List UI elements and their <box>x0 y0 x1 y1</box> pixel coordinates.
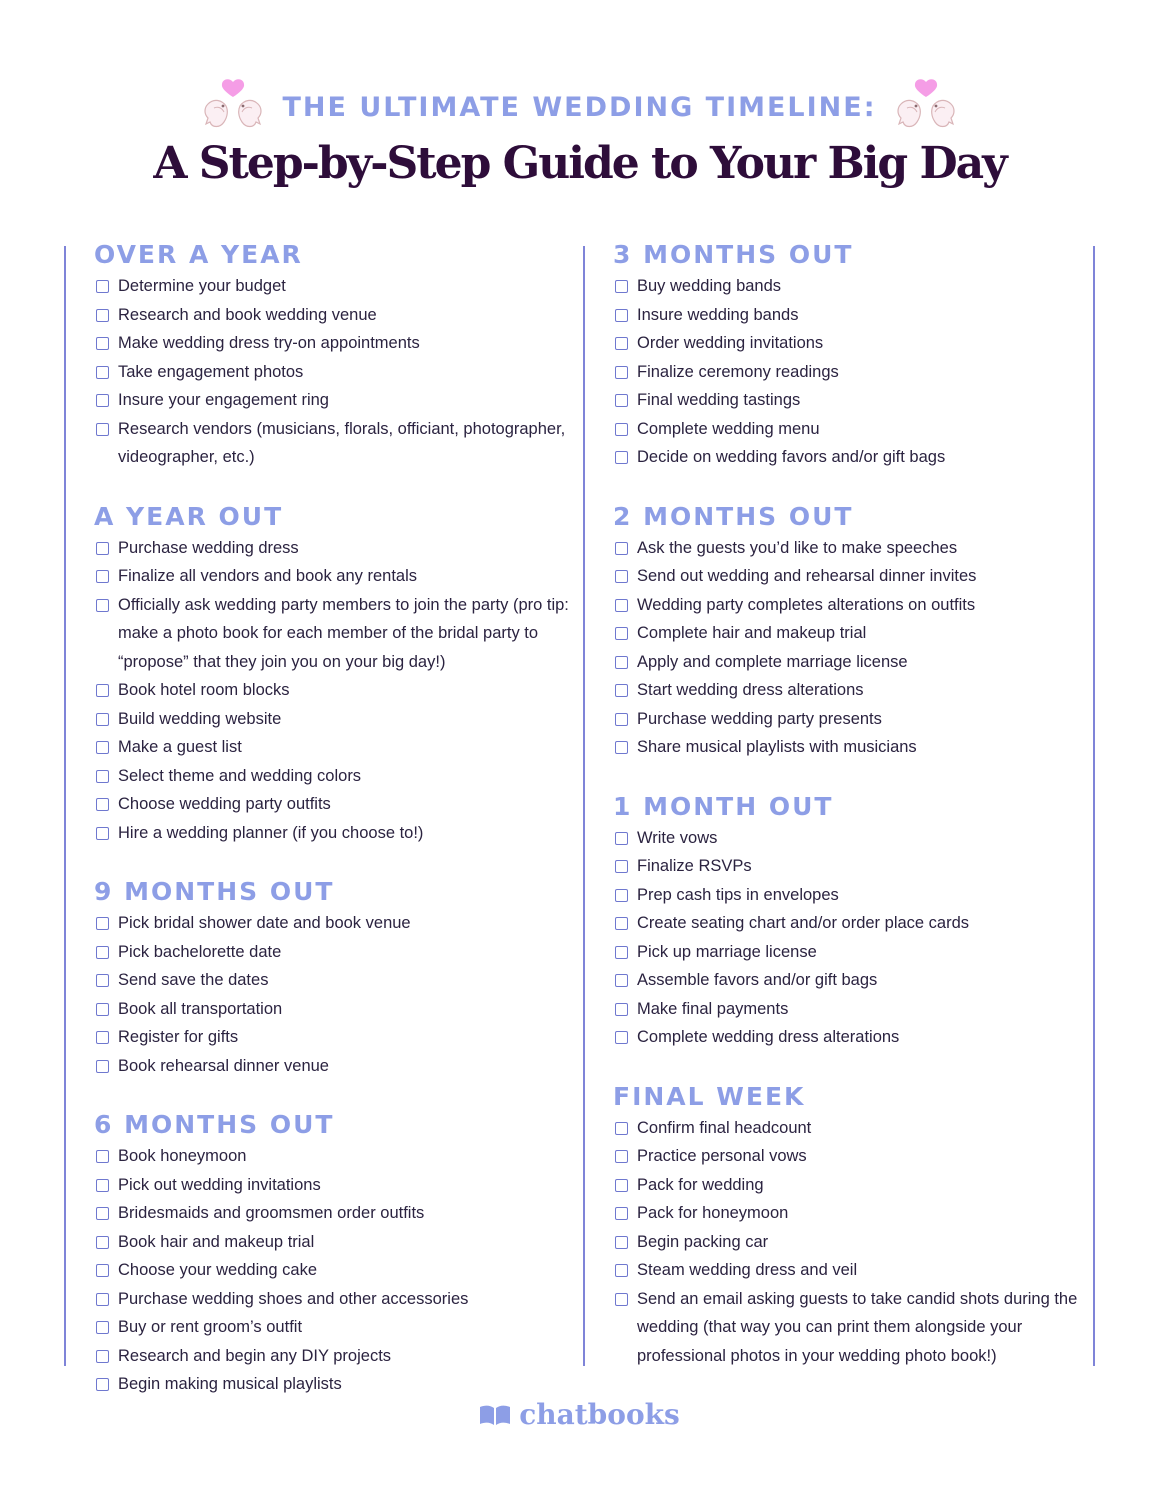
checklist-item <box>94 909 586 938</box>
checkbox[interactable] <box>615 309 628 322</box>
section-9-months-out <box>94 875 586 1080</box>
checklist-item <box>613 562 1093 591</box>
checklist <box>613 272 1093 472</box>
checklist-item <box>613 1228 1093 1257</box>
checklist-item-label: Practice personal vows <box>637 1147 807 1165</box>
checkbox[interactable] <box>615 946 628 959</box>
checklist-item <box>613 881 1093 910</box>
checklist-item-label: Begin making musical playlists <box>118 1375 342 1393</box>
checkbox[interactable] <box>96 1031 109 1044</box>
checkbox[interactable] <box>96 827 109 840</box>
checklist-item <box>94 562 586 591</box>
checklist-item <box>613 1023 1093 1052</box>
checkbox[interactable] <box>96 770 109 783</box>
checklist-item-label: Book honeymoon <box>118 1147 247 1165</box>
checklist-item <box>613 591 1093 620</box>
checkbox[interactable] <box>615 860 628 873</box>
checklist-item <box>94 676 586 705</box>
checkbox[interactable] <box>615 713 628 726</box>
checklist-item <box>94 272 586 301</box>
checklist-item-label: Complete wedding dress alterations <box>637 1028 900 1046</box>
brand-name: chatbooks <box>519 1398 680 1431</box>
checklist-item-label: Pick out wedding invitations <box>118 1175 321 1194</box>
doves-heart-icon <box>202 78 264 136</box>
checklist-item <box>94 1052 586 1081</box>
checklist-item <box>613 619 1093 648</box>
checklist-item <box>613 648 1093 677</box>
checkbox[interactable] <box>96 309 109 322</box>
checklist-item-label: Finalize all vendors and book any rentals <box>118 567 418 585</box>
checklist-item-label: Insure wedding bands <box>637 305 799 324</box>
checklist-item-label: Apply and complete marriage license <box>637 652 908 671</box>
checklist-item <box>94 358 586 387</box>
checkbox[interactable] <box>96 1321 109 1334</box>
section-heading: 9 MONTHS OUT <box>94 877 335 906</box>
section-final-week <box>613 1080 1093 1371</box>
checkbox[interactable] <box>615 974 628 987</box>
checklist-item <box>613 358 1093 387</box>
checklist-item <box>613 733 1093 762</box>
checklist-item-label: Build wedding website <box>118 709 282 728</box>
checklist-item <box>94 762 586 791</box>
checkbox[interactable] <box>615 366 628 379</box>
checkbox[interactable] <box>96 684 109 697</box>
checkbox[interactable] <box>96 337 109 350</box>
checklist-item <box>94 415 586 472</box>
checklist-item-label: Steam wedding dress and veil <box>637 1261 858 1279</box>
checklist-item-label: Create seating chart and/or order place cards <box>637 914 970 932</box>
checklist-item-label: Make a guest list <box>118 738 242 756</box>
checklist-item-label: Finalize RSVPs <box>637 857 752 875</box>
checklist-item <box>613 909 1093 938</box>
checkbox[interactable] <box>96 1264 109 1277</box>
section-heading: A YEAR OUT <box>94 501 284 531</box>
checkbox[interactable] <box>615 423 628 436</box>
checklist-item <box>94 733 586 762</box>
checkbox[interactable] <box>615 1003 628 1016</box>
checklist-item <box>613 272 1093 301</box>
checkbox[interactable] <box>615 684 628 697</box>
checkbox[interactable] <box>96 1060 109 1073</box>
section-heading: OVER A YEAR <box>94 240 303 269</box>
checklist-item-label: Choose wedding party outfits <box>118 795 331 813</box>
checkbox[interactable] <box>615 741 628 754</box>
checklist-item-label: Send save the dates <box>118 971 269 989</box>
checklist-item <box>94 1228 586 1257</box>
checkbox[interactable] <box>96 570 109 583</box>
checklist-item-label: Make wedding dress try-on appointments <box>118 334 420 352</box>
checklist-item <box>613 534 1093 563</box>
checkbox[interactable] <box>615 1207 628 1220</box>
page-title: A Step-by-Step Guide to Your Big Day <box>153 138 1006 189</box>
checklist-item <box>94 1171 586 1200</box>
right-column <box>583 240 1095 1366</box>
checklist-item-label: Purchase wedding shoes and other accessories <box>118 1289 469 1308</box>
checklist-item <box>613 676 1093 705</box>
checklist-item-label: Take engagement photos <box>118 362 304 381</box>
checklist-item <box>613 1142 1093 1171</box>
checkbox[interactable] <box>96 917 109 930</box>
checklist-item-label: Buy wedding bands <box>637 277 782 295</box>
checkbox[interactable] <box>615 570 628 583</box>
checklist-item-label: Research and book wedding venue <box>118 305 377 324</box>
checkbox[interactable] <box>96 1207 109 1220</box>
checklist-item-label: Send out wedding and rehearsal dinner invites <box>637 567 977 585</box>
checklist <box>94 909 586 1080</box>
section-over-a-year <box>94 238 586 472</box>
checkbox[interactable] <box>615 542 628 555</box>
checklist-item <box>94 386 586 415</box>
checklist-item-label: Make final payments <box>637 999 789 1018</box>
checklist-item <box>613 966 1093 995</box>
checkbox[interactable] <box>96 1003 109 1016</box>
checklist <box>613 534 1093 762</box>
checklist-item <box>613 824 1093 853</box>
checklist-item-label: Pack for honeymoon <box>637 1204 789 1222</box>
checkbox[interactable] <box>615 627 628 640</box>
checklist <box>94 1142 586 1399</box>
section-heading: 1 MONTH OUT <box>613 791 834 821</box>
checklist-item-label: Share musical playlists with musicians <box>637 738 917 756</box>
checklist-item-label: Register for gifts <box>118 1028 239 1046</box>
checklist-item-label: Bridesmaids and groomsmen order outfits <box>118 1204 425 1222</box>
section-a-year-out <box>94 500 586 848</box>
section-1-month-out <box>613 790 1093 1052</box>
checklist-item <box>613 386 1093 415</box>
checkbox[interactable] <box>96 798 109 811</box>
checkbox[interactable] <box>615 832 628 845</box>
checkbox[interactable] <box>615 451 628 464</box>
checkbox[interactable] <box>96 1236 109 1249</box>
section-heading: 3 MONTHS OUT <box>613 240 854 269</box>
page-header <box>0 78 1159 189</box>
checklist-item-label: Purchase wedding dress <box>118 538 299 557</box>
subtitle-row <box>0 78 1159 136</box>
checkbox[interactable] <box>96 366 109 379</box>
checklist-item-label: Wedding party completes alterations on outfits <box>637 595 976 614</box>
checkbox[interactable] <box>615 599 628 612</box>
checklist-item-label: Send an email asking guests to take candid shots during the wedding (that way you can print them alongside your professional photos in your wedding photo book!) <box>637 1289 1078 1365</box>
checklist-item <box>94 966 586 995</box>
checklist-item-label: Pick up marriage license <box>637 942 817 961</box>
checkbox[interactable] <box>96 599 109 612</box>
checklist-item <box>94 329 586 358</box>
checkbox[interactable] <box>96 974 109 987</box>
checklist-item-label: Research vendors (musicians, florals, officiant, photographer, videographer, etc.) <box>118 419 566 466</box>
checklist-item <box>94 1199 586 1228</box>
checklist-item <box>613 415 1093 444</box>
checklist-item-label: Complete wedding menu <box>637 419 820 438</box>
checkbox[interactable] <box>96 1350 109 1363</box>
section-6-months-out <box>94 1108 586 1399</box>
section-heading: 6 MONTHS OUT <box>94 1110 335 1139</box>
checklist-item <box>613 938 1093 967</box>
checklist-item-label: Determine your budget <box>118 277 286 295</box>
checklist-item-label: Order wedding invitations <box>637 334 824 352</box>
checkbox[interactable] <box>96 280 109 293</box>
checklist-item-label: Pick bridal shower date and book venue <box>118 914 411 932</box>
checkbox[interactable] <box>615 1293 628 1306</box>
checklist-item <box>94 1256 586 1285</box>
checkbox[interactable] <box>96 1150 109 1163</box>
checklist-item-label: Prep cash tips in envelopes <box>637 885 839 904</box>
checklist-item-label: Officially ask wedding party members to join the party (pro tip: make a photo book for each member of the bridal party to “propose” that they join you on your big day!) <box>118 595 569 671</box>
checkbox[interactable] <box>96 946 109 959</box>
checklist-item-label: Complete hair and makeup trial <box>637 624 867 642</box>
checklist <box>94 272 586 472</box>
left-column <box>64 240 586 1393</box>
checklist-item <box>613 1114 1093 1143</box>
checklist-item-label: Purchase wedding party presents <box>637 709 882 728</box>
page-subtitle: THE ULTIMATE WEDDING TIMELINE: <box>282 91 877 123</box>
checkbox[interactable] <box>615 1264 628 1277</box>
checkbox[interactable] <box>96 1378 109 1391</box>
checkbox[interactable] <box>615 889 628 902</box>
checklist-item <box>94 1285 586 1314</box>
section-heading: FINAL WEEK <box>613 1081 806 1111</box>
checklist-item <box>94 301 586 330</box>
checklist <box>613 824 1093 1052</box>
checklist-item <box>94 591 586 677</box>
checkbox[interactable] <box>615 394 628 407</box>
checklist-item <box>94 995 586 1024</box>
checkbox[interactable] <box>615 337 628 350</box>
checklist-item-label: Confirm final headcount <box>637 1118 812 1137</box>
checkbox[interactable] <box>615 656 628 669</box>
checklist-item-label: Book rehearsal dinner venue <box>118 1056 329 1075</box>
checklist-item-label: Book hair and makeup trial <box>118 1232 315 1251</box>
checklist-item <box>94 938 586 967</box>
checkbox[interactable] <box>96 1179 109 1192</box>
checklist-item <box>94 790 586 819</box>
checklist-item-label: Hire a wedding planner (if you choose to!) <box>118 823 424 842</box>
checklist <box>94 534 586 848</box>
checklist-item <box>94 1142 586 1171</box>
doves-heart-icon <box>895 78 957 136</box>
checklist-item-label: Buy or rent groom’s outfit <box>118 1318 303 1336</box>
checklist-item-label: Decide on wedding favors and/or gift bags <box>637 448 946 466</box>
checklist-item <box>613 1171 1093 1200</box>
checklist-item-label: Finalize ceremony readings <box>637 362 839 381</box>
section-heading: 2 MONTHS OUT <box>613 501 854 531</box>
checklist-item <box>94 1370 586 1399</box>
checklist-item-label: Insure your engagement ring <box>118 391 329 409</box>
checkbox[interactable] <box>96 394 109 407</box>
checkbox[interactable] <box>615 1236 628 1249</box>
checklist-item-label: Select theme and wedding colors <box>118 766 362 785</box>
section-2-months-out <box>613 500 1093 762</box>
open-book-icon <box>479 1404 511 1426</box>
checklist-item-label: Book hotel room blocks <box>118 681 290 699</box>
checkbox[interactable] <box>96 423 109 436</box>
checklist-item-label: Final wedding tastings <box>637 391 801 409</box>
checkbox[interactable] <box>615 280 628 293</box>
checklist-item-label: Pack for wedding <box>637 1175 764 1194</box>
checklist-item <box>94 1023 586 1052</box>
checklist-item <box>613 301 1093 330</box>
checkbox[interactable] <box>615 917 628 930</box>
checklist-item-label: Ask the guests you’d like to make speeches <box>637 538 958 557</box>
checklist-item <box>613 1285 1093 1371</box>
checklist-item <box>94 1313 586 1342</box>
footer-logo <box>0 1398 1159 1431</box>
checklist-item-label: Assemble favors and/or gift bags <box>637 971 878 989</box>
checklist-item <box>94 819 586 848</box>
checklist-item <box>613 995 1093 1024</box>
section-3-months-out <box>613 238 1093 472</box>
checkbox[interactable] <box>615 1179 628 1192</box>
checkbox[interactable] <box>615 1122 628 1135</box>
checklist-item <box>613 852 1093 881</box>
checkbox[interactable] <box>96 741 109 754</box>
checklist-item-label: Research and begin any DIY projects <box>118 1346 392 1365</box>
checklist-item <box>613 329 1093 358</box>
checklist-item-label: Pick bachelorette date <box>118 942 282 961</box>
checklist-item-label: Book all transportation <box>118 999 283 1018</box>
checklist <box>613 1114 1093 1371</box>
checkbox[interactable] <box>615 1031 628 1044</box>
checklist-item <box>613 1199 1093 1228</box>
checklist-item-label: Start wedding dress alterations <box>637 681 864 699</box>
checklist-item-label: Write vows <box>637 828 718 847</box>
checkbox[interactable] <box>615 1150 628 1163</box>
checklist-item-label: Choose your wedding cake <box>118 1261 318 1279</box>
checklist-item <box>613 443 1093 472</box>
checklist-item <box>94 534 586 563</box>
checklist-item <box>613 705 1093 734</box>
checklist-item <box>94 1342 586 1371</box>
checkbox[interactable] <box>96 1293 109 1306</box>
checklist-item <box>613 1256 1093 1285</box>
checklist-item <box>94 705 586 734</box>
checklist-item-label: Begin packing car <box>637 1232 769 1251</box>
checkbox[interactable] <box>96 713 109 726</box>
checkbox[interactable] <box>96 542 109 555</box>
